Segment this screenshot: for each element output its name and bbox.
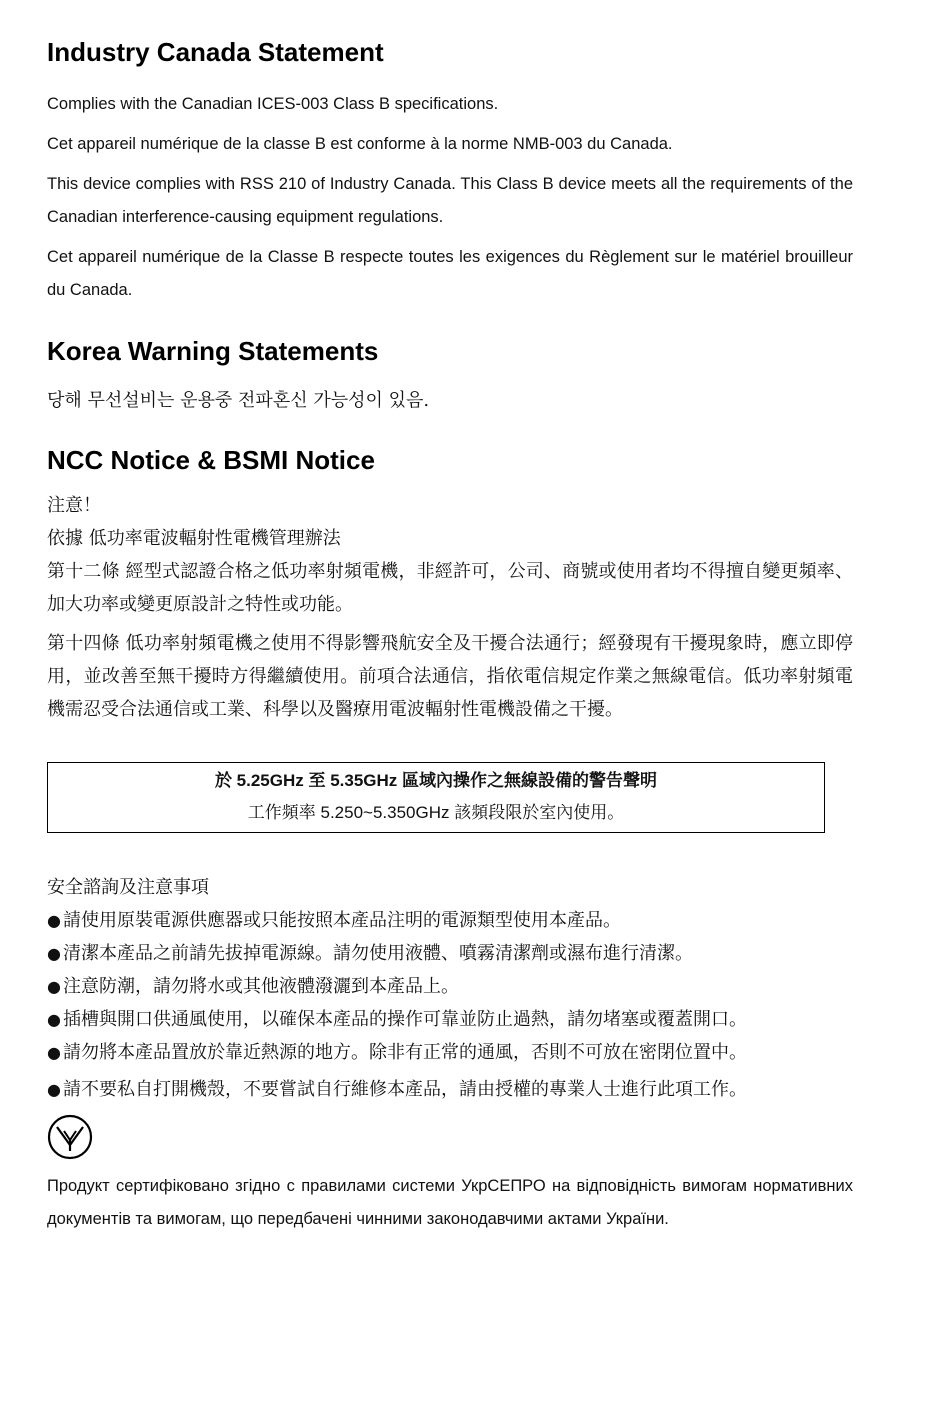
ncc-section [47, 489, 853, 726]
bullet-icon: ● [47, 1080, 61, 1099]
ukrsepro-mark-icon [47, 1114, 93, 1160]
ncc-article-14: 第十四條 低功率射頻電機之使用不得影響飛航安全及干擾合法通行；經發現有干擾現象時，應立即停用，並改善至無干擾時方得繼續使用。前項合法通信，指依電信規定作業之無線電信。低功率射頻電機需忍受合法通信或工業、科學以及醫療用電波輻射性電機設備之干擾。 [47, 633, 853, 720]
safety-section [47, 871, 853, 1106]
bullet-icon: ● [47, 944, 61, 963]
bullet-icon: ● [47, 911, 61, 930]
bullet-icon: ● [47, 1010, 61, 1029]
bullet-icon: ● [47, 1043, 61, 1062]
industry-canada-heading: Industry Canada Statement [47, 37, 384, 67]
korea-warning-text: 당해 무선설비는 운용중 전파혼신 가능성이 있음. [47, 390, 430, 411]
safety-item: ● 請不要私自打開機殼，不要嘗試自行維修本產品，請由授權的專業人士進行此項工作。 [47, 1079, 747, 1100]
korea-heading: Korea Warning Statements [47, 336, 379, 366]
ncc-regulation: 依據 低功率電波輻射性電機管理辦法 [47, 528, 341, 549]
frequency-notice-box [47, 762, 825, 833]
ic-paragraph-3: This device complies with RSS 210 of Industry Canada. This Class B device meets all the requirements of the Canadian interference-causing equipment regulations. [47, 175, 853, 226]
ukraine-certification-text: Продукт сертифіковано згідно с правилами системи УкрСЕПРО на відповідність вимогам нормативних документів та вимогам, що передбачені чинними законодавчими актами України. [47, 1177, 853, 1228]
safety-heading: 安全諮詢及注意事項 [47, 877, 209, 898]
ncc-article-12: 第十二條 經型式認證合格之低功率射頻電機，非經許可，公司、商號或使用者均不得擅自變更頻率、加大功率或變更原設計之特性或功能。 [47, 561, 853, 615]
industry-canada-section [47, 88, 853, 307]
notice-box-text: 工作頻率 5.250~5.350GHz 該頻段限於室內使用。 [247, 803, 625, 822]
bullet-icon: ● [47, 977, 61, 996]
ic-paragraph-4: Cet appareil numérique de la Classe B respecte toutes les exigences du Règlement sur le matériel brouilleur du Canada. [47, 248, 853, 299]
safety-item: ● 注意防潮，請勿將水或其他液體潑灑到本產品上。 [47, 976, 459, 997]
ncc-heading: NCC Notice & BSMI Notice [47, 445, 375, 475]
ic-paragraph-2: Cet appareil numérique de la classe B est conforme à la norme NMB-003 du Canada. [47, 135, 673, 153]
safety-item: ● 請勿將本產品置放於靠近熱源的地方。除非有正常的通風，否則不可放在密閉位置中。 [47, 1042, 747, 1063]
document-page [47, 0, 853, 1236]
notice-box-title: 於 5.25GHz 至 5.35GHz 區域內操作之無線設備的警告聲明 [214, 771, 658, 790]
ukraine-section [47, 1170, 853, 1236]
safety-item: ● 清潔本產品之前請先拔掉電源線。請勿使用液體、噴霧清潔劑或濕布進行清潔。 [47, 943, 693, 964]
safety-item: ● 請使用原裝電源供應器或只能按照本產品注明的電源類型使用本產品。 [47, 910, 621, 931]
ncc-caution: 注意！ [47, 495, 101, 516]
safety-item: ● 插槽與開口供通風使用，以確保本產品的操作可靠並防止過熱，請勿堵塞或覆蓋開口。 [47, 1009, 747, 1030]
ic-paragraph-1: Complies with the Canadian ICES-003 Class B specifications. [47, 95, 499, 113]
